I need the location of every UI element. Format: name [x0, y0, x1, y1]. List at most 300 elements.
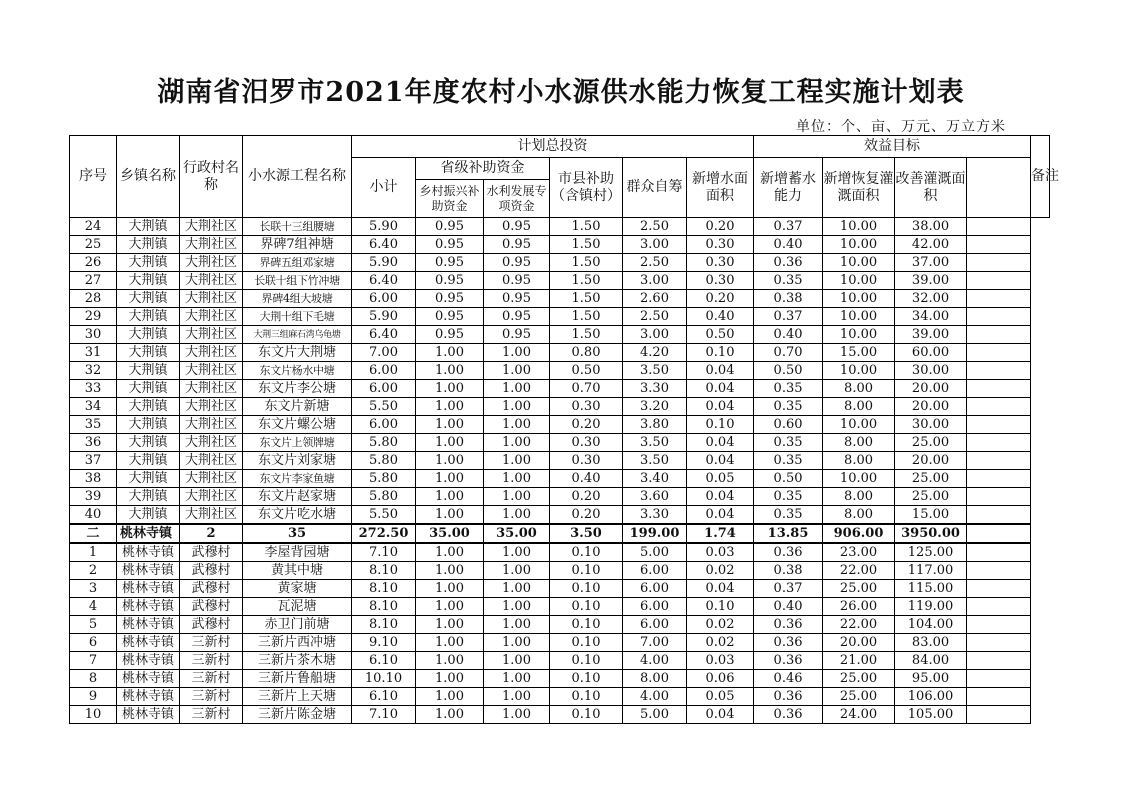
cell-subtotal: 6.10 — [352, 652, 416, 670]
cell-town: 桃林寺镇 — [117, 706, 180, 724]
cell-improve-irrigation: 104.00 — [895, 616, 967, 634]
cell-remark — [967, 543, 1031, 562]
cell-project: 界碑五组邓家塘 — [243, 254, 352, 272]
cell-new-storage: 0.36 — [754, 543, 823, 562]
cell-improve-irrigation: 25.00 — [895, 488, 967, 506]
cell-project: 赤卫门前塘 — [243, 616, 352, 634]
cell-city-county: 1.50 — [550, 272, 623, 290]
cell-seq: 6 — [70, 634, 117, 652]
cell-new-storage: 0.35 — [754, 434, 823, 452]
cell-city-county: 0.20 — [550, 506, 623, 525]
cell-new-area: 0.10 — [687, 416, 754, 434]
cell-new-area: 0.04 — [687, 380, 754, 398]
cell-seq: 25 — [70, 236, 117, 254]
cell-seq: 38 — [70, 470, 117, 488]
cell-new-area: 0.10 — [687, 598, 754, 616]
header-remark: 备注 — [1031, 136, 1050, 218]
cell-new-area: 0.50 — [687, 326, 754, 344]
cell-village: 大荆社区 — [180, 398, 243, 416]
cell-village: 大荆社区 — [180, 488, 243, 506]
cell-village: 大荆社区 — [180, 290, 243, 308]
cell-new-irrigation: 22.00 — [823, 562, 895, 580]
cell-new-area: 0.30 — [687, 236, 754, 254]
cell-village: 大荆社区 — [180, 506, 243, 525]
cell-new-irrigation: 10.00 — [823, 290, 895, 308]
cell-project: 东文片赵家塘 — [243, 488, 352, 506]
cell-remark — [967, 562, 1031, 580]
cell-new-irrigation: 10.00 — [823, 362, 895, 380]
cell-masses: 3.00 — [623, 272, 687, 290]
cell-city-county: 0.20 — [550, 488, 623, 506]
cell-subtotal: 6.00 — [352, 416, 416, 434]
cell-improve-irrigation: 34.00 — [895, 308, 967, 326]
header-prov-rural: 乡村振兴补助资金 — [416, 180, 484, 218]
table-row — [70, 688, 1050, 706]
cell-town: 桃林寺镇 — [117, 670, 180, 688]
cell-village: 大荆社区 — [180, 344, 243, 362]
cell-prov-rural: 1.00 — [416, 670, 484, 688]
cell-city-county: 0.30 — [550, 434, 623, 452]
cell-new-area: 0.04 — [687, 506, 754, 525]
cell-new-area: 0.04 — [687, 434, 754, 452]
cell-new-storage: 0.60 — [754, 416, 823, 434]
cell-remark — [967, 670, 1031, 688]
header-village: 行政村名称 — [180, 136, 243, 218]
cell-village: 大荆社区 — [180, 362, 243, 380]
cell-new-irrigation: 10.00 — [823, 236, 895, 254]
table-row — [70, 416, 1050, 434]
cell-remark — [967, 634, 1031, 652]
cell-seq: 7 — [70, 652, 117, 670]
cell-seq: 5 — [70, 616, 117, 634]
cell-new-area: 0.20 — [687, 290, 754, 308]
cell-village: 大荆社区 — [180, 470, 243, 488]
cell-improve-irrigation: 25.00 — [895, 470, 967, 488]
cell-prov-rural: 0.95 — [416, 254, 484, 272]
cell-prov-rural: 1.00 — [416, 470, 484, 488]
cell-remark — [967, 488, 1031, 506]
cell-city-county: 0.40 — [550, 470, 623, 488]
table-row — [70, 706, 1050, 724]
cell-prov-rural: 0.95 — [416, 326, 484, 344]
cell-seq: 二 — [70, 524, 117, 543]
cell-new-storage: 0.37 — [754, 308, 823, 326]
cell-new-area: 0.04 — [687, 452, 754, 470]
table-row — [70, 616, 1050, 634]
cell-improve-irrigation: 60.00 — [895, 344, 967, 362]
cell-new-area: 0.04 — [687, 580, 754, 598]
cell-improve-irrigation: 39.00 — [895, 272, 967, 290]
cell-new-storage: 0.40 — [754, 326, 823, 344]
cell-prov-rural: 1.00 — [416, 398, 484, 416]
cell-subtotal: 272.50 — [352, 524, 416, 543]
cell-prov-water: 0.95 — [484, 308, 550, 326]
cell-subtotal: 9.10 — [352, 634, 416, 652]
cell-project: 大荆三组麻石湾乌龟塘 — [243, 326, 352, 344]
cell-new-storage: 0.50 — [754, 362, 823, 380]
cell-new-area: 0.04 — [687, 398, 754, 416]
cell-remark — [967, 706, 1031, 724]
cell-town: 大荆镇 — [117, 470, 180, 488]
cell-masses: 4.00 — [623, 652, 687, 670]
header-subtotal: 小计 — [352, 158, 416, 218]
cell-improve-irrigation: 42.00 — [895, 236, 967, 254]
cell-prov-rural: 1.00 — [416, 706, 484, 724]
cell-remark — [967, 616, 1031, 634]
cell-village: 武穆村 — [180, 562, 243, 580]
cell-seq: 39 — [70, 488, 117, 506]
cell-project: 长联十组下竹冲塘 — [243, 272, 352, 290]
cell-prov-rural: 1.00 — [416, 344, 484, 362]
cell-improve-irrigation: 106.00 — [895, 688, 967, 706]
cell-subtotal: 6.40 — [352, 272, 416, 290]
cell-new-area: 0.02 — [687, 634, 754, 652]
cell-prov-rural: 1.00 — [416, 688, 484, 706]
table-row — [70, 580, 1050, 598]
cell-improve-irrigation: 20.00 — [895, 380, 967, 398]
cell-prov-water: 0.95 — [484, 254, 550, 272]
cell-town: 大荆镇 — [117, 344, 180, 362]
cell-village: 大荆社区 — [180, 416, 243, 434]
cell-city-county: 0.10 — [550, 616, 623, 634]
cell-prov-water: 1.00 — [484, 688, 550, 706]
cell-new-area: 0.20 — [687, 218, 754, 236]
cell-village: 三新村 — [180, 706, 243, 724]
cell-masses: 3.60 — [623, 488, 687, 506]
cell-new-irrigation: 26.00 — [823, 598, 895, 616]
cell-subtotal: 6.00 — [352, 380, 416, 398]
cell-city-county: 1.50 — [550, 290, 623, 308]
cell-new-storage: 0.70 — [754, 344, 823, 362]
cell-prov-water: 1.00 — [484, 598, 550, 616]
cell-village: 大荆社区 — [180, 218, 243, 236]
cell-subtotal: 5.90 — [352, 308, 416, 326]
cell-prov-water: 1.00 — [484, 634, 550, 652]
cell-masses: 3.30 — [623, 380, 687, 398]
page-title: 湖南省汨罗市2021年度农村小水源供水能力恢复工程实施计划表 — [157, 77, 965, 108]
cell-subtotal: 6.10 — [352, 688, 416, 706]
cell-masses: 8.00 — [623, 670, 687, 688]
cell-town: 桃林寺镇 — [117, 616, 180, 634]
cell-prov-water: 35.00 — [484, 524, 550, 543]
table-row — [70, 254, 1050, 272]
header-seq: 序号 — [70, 136, 117, 218]
cell-remark — [967, 380, 1031, 398]
table-row — [70, 380, 1050, 398]
cell-new-irrigation: 8.00 — [823, 380, 895, 398]
cell-improve-irrigation: 20.00 — [895, 452, 967, 470]
cell-prov-rural: 0.95 — [416, 218, 484, 236]
cell-seq: 1 — [70, 543, 117, 562]
cell-prov-rural: 1.00 — [416, 562, 484, 580]
cell-new-storage: 13.85 — [754, 524, 823, 543]
cell-prov-rural: 0.95 — [416, 272, 484, 290]
cell-remark — [967, 290, 1031, 308]
cell-town: 桃林寺镇 — [117, 524, 180, 543]
cell-improve-irrigation: 84.00 — [895, 652, 967, 670]
cell-new-irrigation: 24.00 — [823, 706, 895, 724]
cell-improve-irrigation: 119.00 — [895, 598, 967, 616]
header-improve-irrigation: 改善灌溉面积 — [895, 158, 967, 218]
cell-town: 大荆镇 — [117, 452, 180, 470]
cell-masses: 4.00 — [623, 688, 687, 706]
cell-project: 界碑4组大坡塘 — [243, 290, 352, 308]
cell-seq: 28 — [70, 290, 117, 308]
cell-new-irrigation: 25.00 — [823, 580, 895, 598]
cell-new-area: 0.40 — [687, 308, 754, 326]
cell-new-storage: 0.35 — [754, 506, 823, 525]
cell-town: 大荆镇 — [117, 326, 180, 344]
cell-prov-rural: 0.95 — [416, 308, 484, 326]
header-prov-water: 水利发展专项资金 — [484, 180, 550, 218]
cell-masses: 3.00 — [623, 326, 687, 344]
cell-city-county: 0.10 — [550, 543, 623, 562]
table-row — [70, 634, 1050, 652]
cell-project: 大荆十组下毛塘 — [243, 308, 352, 326]
cell-town: 大荆镇 — [117, 398, 180, 416]
unit-note: 单位：个、亩、万元、万立方米 — [796, 119, 1006, 135]
cell-new-irrigation: 21.00 — [823, 652, 895, 670]
cell-masses: 3.50 — [623, 452, 687, 470]
table-row — [70, 398, 1050, 416]
cell-masses: 5.00 — [623, 543, 687, 562]
header-provincial: 省级补助资金 — [416, 158, 550, 180]
cell-masses: 3.50 — [623, 362, 687, 380]
cell-new-irrigation: 8.00 — [823, 452, 895, 470]
header-masses: 群众自筹 — [623, 158, 687, 218]
cell-remark — [967, 218, 1031, 236]
cell-prov-rural: 1.00 — [416, 434, 484, 452]
cell-seq: 26 — [70, 254, 117, 272]
cell-prov-water: 1.00 — [484, 670, 550, 688]
cell-improve-irrigation: 30.00 — [895, 362, 967, 380]
cell-subtotal: 6.40 — [352, 236, 416, 254]
cell-village: 三新村 — [180, 652, 243, 670]
table-body — [70, 218, 1050, 724]
cell-village: 大荆社区 — [180, 272, 243, 290]
cell-town: 大荆镇 — [117, 272, 180, 290]
cell-prov-rural: 1.00 — [416, 652, 484, 670]
cell-new-storage: 0.38 — [754, 290, 823, 308]
cell-city-county: 0.50 — [550, 362, 623, 380]
cell-prov-rural: 1.00 — [416, 543, 484, 562]
cell-new-area: 0.02 — [687, 616, 754, 634]
cell-project: 黄家塘 — [243, 580, 352, 598]
cell-remark — [967, 236, 1031, 254]
cell-new-irrigation: 10.00 — [823, 326, 895, 344]
cell-city-county: 0.70 — [550, 380, 623, 398]
cell-remark — [967, 326, 1031, 344]
cell-masses: 3.30 — [623, 506, 687, 525]
cell-improve-irrigation: 15.00 — [895, 506, 967, 525]
cell-new-area: 0.04 — [687, 706, 754, 724]
cell-remark — [967, 452, 1031, 470]
cell-new-irrigation: 10.00 — [823, 416, 895, 434]
table-row — [70, 488, 1050, 506]
cell-city-county: 0.30 — [550, 452, 623, 470]
table-row — [70, 434, 1050, 452]
cell-village: 大荆社区 — [180, 254, 243, 272]
cell-town: 桃林寺镇 — [117, 634, 180, 652]
cell-project: 东文片李家鱼塘 — [243, 470, 352, 488]
cell-prov-rural: 1.00 — [416, 452, 484, 470]
cell-project: 东文片杨水中塘 — [243, 362, 352, 380]
cell-prov-water: 1.00 — [484, 562, 550, 580]
cell-town: 桃林寺镇 — [117, 652, 180, 670]
cell-remark — [967, 254, 1031, 272]
cell-town: 大荆镇 — [117, 236, 180, 254]
table-row — [70, 452, 1050, 470]
cell-project: 35 — [243, 524, 352, 543]
cell-seq: 34 — [70, 398, 117, 416]
cell-village: 2 — [180, 524, 243, 543]
cell-city-county: 0.20 — [550, 416, 623, 434]
cell-project: 李屋背园塘 — [243, 543, 352, 562]
table-row — [70, 362, 1050, 380]
cell-subtotal: 5.50 — [352, 506, 416, 525]
cell-city-county: 0.10 — [550, 598, 623, 616]
cell-new-area: 0.03 — [687, 652, 754, 670]
cell-seq: 33 — [70, 380, 117, 398]
cell-prov-water: 0.95 — [484, 218, 550, 236]
cell-subtotal: 6.40 — [352, 326, 416, 344]
cell-town: 桃林寺镇 — [117, 562, 180, 580]
cell-remark — [967, 688, 1031, 706]
cell-city-county: 0.10 — [550, 706, 623, 724]
cell-project: 东文片螺公塘 — [243, 416, 352, 434]
header-new-area: 新增水面面积 — [687, 158, 754, 218]
cell-new-storage: 0.37 — [754, 580, 823, 598]
cell-new-storage: 0.37 — [754, 218, 823, 236]
cell-seq: 36 — [70, 434, 117, 452]
table-row — [70, 272, 1050, 290]
cell-seq: 3 — [70, 580, 117, 598]
cell-masses: 6.00 — [623, 598, 687, 616]
cell-new-storage: 0.46 — [754, 670, 823, 688]
cell-project: 瓦泥塘 — [243, 598, 352, 616]
cell-remark — [967, 344, 1031, 362]
cell-village: 武穆村 — [180, 598, 243, 616]
header-city-county: 市县补助（含镇村） — [550, 158, 623, 218]
cell-new-storage: 0.36 — [754, 706, 823, 724]
cell-new-irrigation: 22.00 — [823, 616, 895, 634]
cell-prov-water: 1.00 — [484, 470, 550, 488]
cell-new-area: 0.30 — [687, 272, 754, 290]
table-row-subtotal — [70, 524, 1050, 543]
cell-subtotal: 5.80 — [352, 434, 416, 452]
cell-new-area: 0.02 — [687, 562, 754, 580]
cell-village: 大荆社区 — [180, 236, 243, 254]
cell-new-irrigation: 10.00 — [823, 308, 895, 326]
cell-town: 大荆镇 — [117, 254, 180, 272]
cell-project: 东文片上领牌塘 — [243, 434, 352, 452]
cell-town: 桃林寺镇 — [117, 598, 180, 616]
table-row — [70, 652, 1050, 670]
cell-new-storage: 0.35 — [754, 452, 823, 470]
cell-new-storage: 0.35 — [754, 398, 823, 416]
cell-subtotal: 5.50 — [352, 398, 416, 416]
cell-village: 三新村 — [180, 688, 243, 706]
cell-remark — [967, 580, 1031, 598]
cell-remark — [967, 506, 1031, 525]
cell-village: 三新村 — [180, 634, 243, 652]
cell-masses: 5.00 — [623, 706, 687, 724]
cell-subtotal: 8.10 — [352, 562, 416, 580]
cell-new-irrigation: 8.00 — [823, 434, 895, 452]
cell-seq: 32 — [70, 362, 117, 380]
table-row — [70, 344, 1050, 362]
cell-city-county: 0.10 — [550, 670, 623, 688]
cell-seq: 31 — [70, 344, 117, 362]
cell-town: 大荆镇 — [117, 506, 180, 525]
cell-improve-irrigation: 32.00 — [895, 290, 967, 308]
cell-prov-rural: 35.00 — [416, 524, 484, 543]
cell-village: 大荆社区 — [180, 380, 243, 398]
cell-village: 武穆村 — [180, 616, 243, 634]
cell-masses: 6.00 — [623, 580, 687, 598]
cell-city-county: 0.10 — [550, 562, 623, 580]
cell-improve-irrigation: 38.00 — [895, 218, 967, 236]
cell-project: 界碑7组神塘 — [243, 236, 352, 254]
cell-subtotal: 5.90 — [352, 254, 416, 272]
cell-seq: 9 — [70, 688, 117, 706]
cell-city-county: 1.50 — [550, 326, 623, 344]
cell-new-irrigation: 25.00 — [823, 670, 895, 688]
cell-new-area: 0.03 — [687, 543, 754, 562]
cell-new-irrigation: 906.00 — [823, 524, 895, 543]
header-plan-total: 计划总投资 — [352, 136, 754, 158]
cell-improve-irrigation: 95.00 — [895, 670, 967, 688]
cell-prov-water: 0.95 — [484, 236, 550, 254]
cell-remark — [967, 524, 1031, 543]
cell-prov-water: 1.00 — [484, 652, 550, 670]
cell-improve-irrigation: 30.00 — [895, 416, 967, 434]
cell-prov-water: 1.00 — [484, 616, 550, 634]
cell-prov-water: 1.00 — [484, 362, 550, 380]
cell-masses: 3.20 — [623, 398, 687, 416]
cell-remark — [967, 598, 1031, 616]
cell-subtotal: 6.00 — [352, 290, 416, 308]
cell-new-area: 1.74 — [687, 524, 754, 543]
cell-improve-irrigation: 115.00 — [895, 580, 967, 598]
cell-prov-rural: 1.00 — [416, 506, 484, 525]
cell-new-area: 0.06 — [687, 670, 754, 688]
cell-prov-rural: 1.00 — [416, 616, 484, 634]
cell-new-irrigation: 10.00 — [823, 254, 895, 272]
cell-masses: 3.00 — [623, 236, 687, 254]
cell-prov-water: 1.00 — [484, 344, 550, 362]
cell-new-area: 0.30 — [687, 254, 754, 272]
cell-subtotal: 8.10 — [352, 598, 416, 616]
header-new-storage: 新增蓄水能力 — [754, 158, 823, 218]
cell-remark — [967, 652, 1031, 670]
cell-subtotal: 7.10 — [352, 706, 416, 724]
cell-prov-water: 1.00 — [484, 380, 550, 398]
cell-masses: 3.40 — [623, 470, 687, 488]
table-row — [70, 543, 1050, 562]
cell-subtotal: 7.10 — [352, 543, 416, 562]
cell-seq: 24 — [70, 218, 117, 236]
cell-new-storage: 0.38 — [754, 562, 823, 580]
cell-project: 东文片刘家塘 — [243, 452, 352, 470]
cell-project: 三新片茶木塘 — [243, 652, 352, 670]
cell-new-area: 0.10 — [687, 344, 754, 362]
cell-seq: 37 — [70, 452, 117, 470]
cell-seq: 27 — [70, 272, 117, 290]
table-row — [70, 290, 1050, 308]
cell-new-storage: 0.36 — [754, 652, 823, 670]
cell-new-area: 0.04 — [687, 362, 754, 380]
